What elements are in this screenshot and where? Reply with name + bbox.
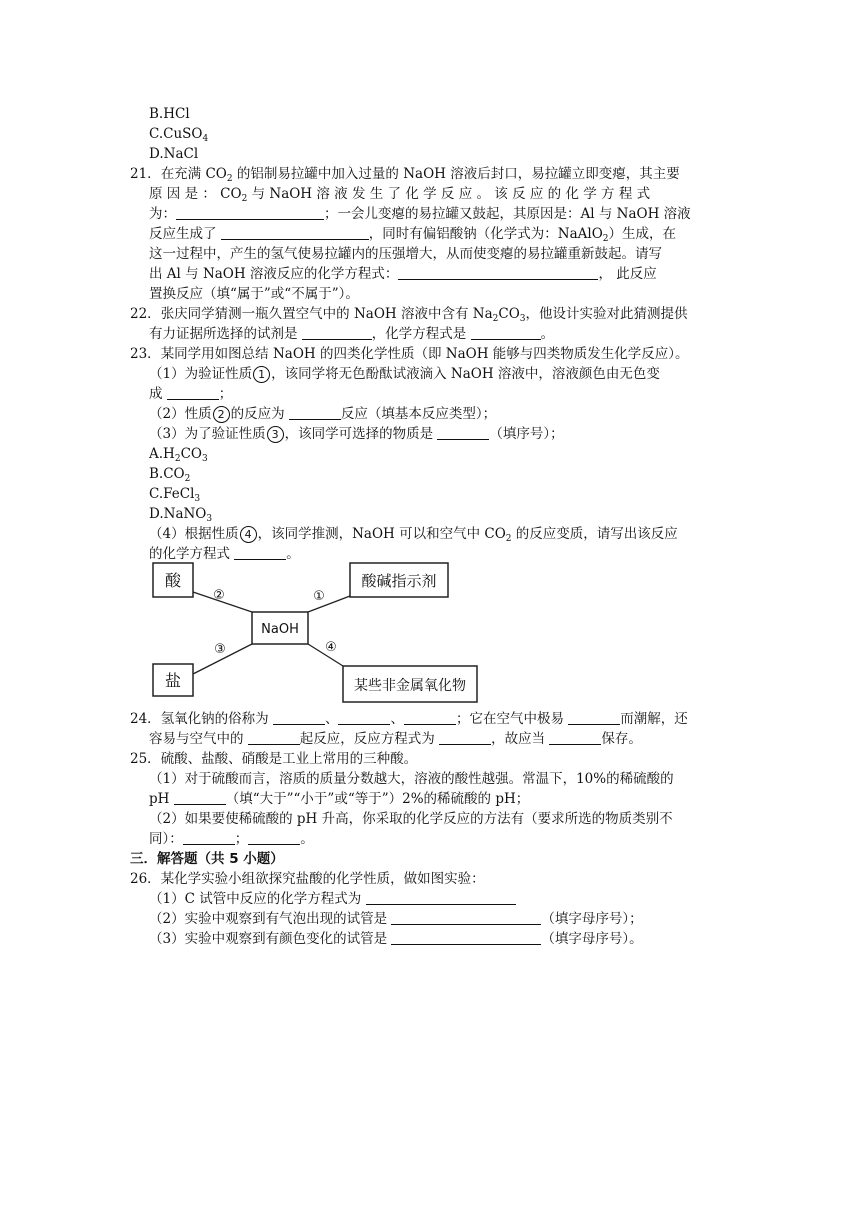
option-c: C.CuSO$_4$ xyxy=(149,126,209,144)
answer-blank[interactable] xyxy=(391,929,541,945)
question-21-line-5: 这一过程中，产生的氢气使易拉罐内的压强增大，从而使变瘪的易拉罐重新鼓起。请写 xyxy=(149,246,662,262)
question-23-part-3: （3）为了验证性质 3 ，该同学可选择的物质是 （填序号）； xyxy=(149,426,564,442)
answer-blank[interactable] xyxy=(248,729,300,745)
question-22-line-1: 22．张庆同学猜测一瓶久置空气中的 NaOH 溶液中含有 $Na_2CO_3$，他设计实验对此猜测提供 xyxy=(130,306,688,324)
indicator-label: 酸碱指示剂 xyxy=(361,572,437,590)
property-number-4: ④ xyxy=(325,640,337,655)
answer-blank[interactable] xyxy=(289,404,341,420)
acid-label: 酸 xyxy=(164,571,182,590)
circled-number: 2 xyxy=(213,406,230,423)
option-d: D.NaCl xyxy=(149,146,199,162)
question-24-line-1: 24．氢氧化钠的俗称为 、 、 ；它在空气中极易 而潮解，还 xyxy=(130,711,688,727)
question-23-part-1-cont: 成 ； xyxy=(149,386,233,402)
question-23-part-1: （1）为验证性质 1 ，该同学将无色酚酞试液滴入 NaOH 溶液中，溶液颜色由无色变 xyxy=(149,366,660,382)
answer-blank[interactable] xyxy=(398,264,598,280)
answer-blank[interactable] xyxy=(439,729,491,745)
answer-blank[interactable] xyxy=(302,324,372,340)
question-21-line-1: 21．在充满 $CO_2$ 的铝制易拉罐中加入过量的 NaOH 溶液后封口，易拉罐立即变瘪，其主要 xyxy=(130,166,680,184)
section-heading: 三．解答题（共 5 小题） xyxy=(130,851,284,867)
question-23-part-2: （2）性质 2 的反应为 反应（填基本反应类型）； xyxy=(149,406,497,422)
question-25-line-1: 25．硫酸、盐酸、硝酸是工业上常用的三种酸。 xyxy=(130,751,418,767)
question-26-line-1: 26．某化学实验小组欲探究盐酸的化学性质，做如图实验： xyxy=(130,871,485,887)
question-23-part-4: （4）根据性质 4 ，该同学推测，NaOH 可以和空气中 $CO_2$ 的反应变质，请写出该反应 xyxy=(149,526,678,544)
option-b: B.HCl xyxy=(149,106,190,122)
answer-blank[interactable] xyxy=(273,709,325,725)
oxide-label: 某些非金属氧化物 xyxy=(354,678,466,694)
answer-blank[interactable] xyxy=(221,224,369,240)
option-a: $A.H_2CO_3$ xyxy=(149,446,208,464)
question-26-part-2: （2）实验中观察到有气泡出现的试管是 （填字母序号）； xyxy=(149,911,643,927)
question-25-part-2-cont: 同）： ； 。 xyxy=(149,831,314,847)
property-number-1: ① xyxy=(313,589,325,604)
answer-blank[interactable] xyxy=(549,729,601,745)
answer-blank[interactable] xyxy=(176,204,324,220)
question-23-part-4-cont: 的化学方程式 。 xyxy=(149,546,300,562)
question-21-line-3: 为： ；一会儿变瘪的易拉罐又鼓起，其原因是：Al 与 NaOH 溶液 xyxy=(149,206,691,222)
answer-blank[interactable] xyxy=(234,544,286,560)
salt-label: 盐 xyxy=(164,671,182,690)
answer-blank[interactable] xyxy=(404,709,456,725)
property-number-2: ② xyxy=(213,588,225,603)
option-d: D.NaNO$_3$ xyxy=(149,506,213,524)
answer-blank[interactable] xyxy=(366,889,516,905)
naoh-properties-diagram xyxy=(150,560,480,708)
question-24-line-2: 容易与空气中的 起反应，反应方程式为 ，故应当 保存。 xyxy=(149,731,642,747)
answer-blank[interactable] xyxy=(471,324,541,340)
answer-blank[interactable] xyxy=(248,829,300,845)
property-number-3: ③ xyxy=(214,642,226,657)
question-26-part-1: （1）C 试管中反应的化学方程式为 xyxy=(149,889,516,909)
question-26-part-3: （3）实验中观察到有颜色变化的试管是 （填字母序号）。 xyxy=(149,931,643,947)
circled-number: 3 xyxy=(267,426,284,443)
question-25-part-2: （2）如果要使稀硫酸的 pH 升高，你采取的化学反应的方法有（要求所选的物质类别不 xyxy=(149,811,673,827)
answer-blank[interactable] xyxy=(391,909,541,925)
question-21-line-4: 反应生成了 ，同时有偏铝酸钠（化学式为：NaAlO$_2$）生成，在 xyxy=(149,226,677,244)
question-21-line-2: 原 因 是 ： $CO_2$ 与 NaOH 溶 液 发 生 了 化 学 反 应 。 该 反 应 的 化 学 方 程 式 xyxy=(149,186,651,204)
question-21-line-6: 出 Al 与 NaOH 溶液反应的化学方程式： ， 此反应 xyxy=(149,266,657,282)
naoh-label: NaOH xyxy=(261,622,299,637)
circled-number: 1 xyxy=(253,366,270,383)
answer-blank[interactable] xyxy=(167,384,219,400)
question-25-part-1-cont: pH （填“大于”“小于”或“等于”）2%的稀硫酸的 pH； xyxy=(149,791,530,807)
option-b: $B.CO_2$ xyxy=(149,466,191,484)
answer-blank[interactable] xyxy=(568,709,620,725)
circled-number: 4 xyxy=(240,526,257,543)
question-21-line-7: 置换反应（填“属于”或“不属于”）。 xyxy=(149,286,359,302)
question-22-line-2: 有力证据所选择的试剂是 ，化学方程式是 。 xyxy=(149,326,555,342)
answer-blank[interactable] xyxy=(174,789,226,805)
answer-blank[interactable] xyxy=(183,829,235,845)
option-c: C.FeCl$_3$ xyxy=(149,486,201,504)
question-23-line-1: 23．某同学用如图总结 NaOH 的四类化学性质（即 NaOH 能够与四类物质发生化学反应）。 xyxy=(130,346,689,362)
question-25-part-1: （1）对于硫酸而言，溶质的质量分数越大，溶液的酸性越强。常温下，10%的稀硫酸的 xyxy=(149,771,674,787)
answer-blank[interactable] xyxy=(338,709,390,725)
answer-blank[interactable] xyxy=(437,424,489,440)
